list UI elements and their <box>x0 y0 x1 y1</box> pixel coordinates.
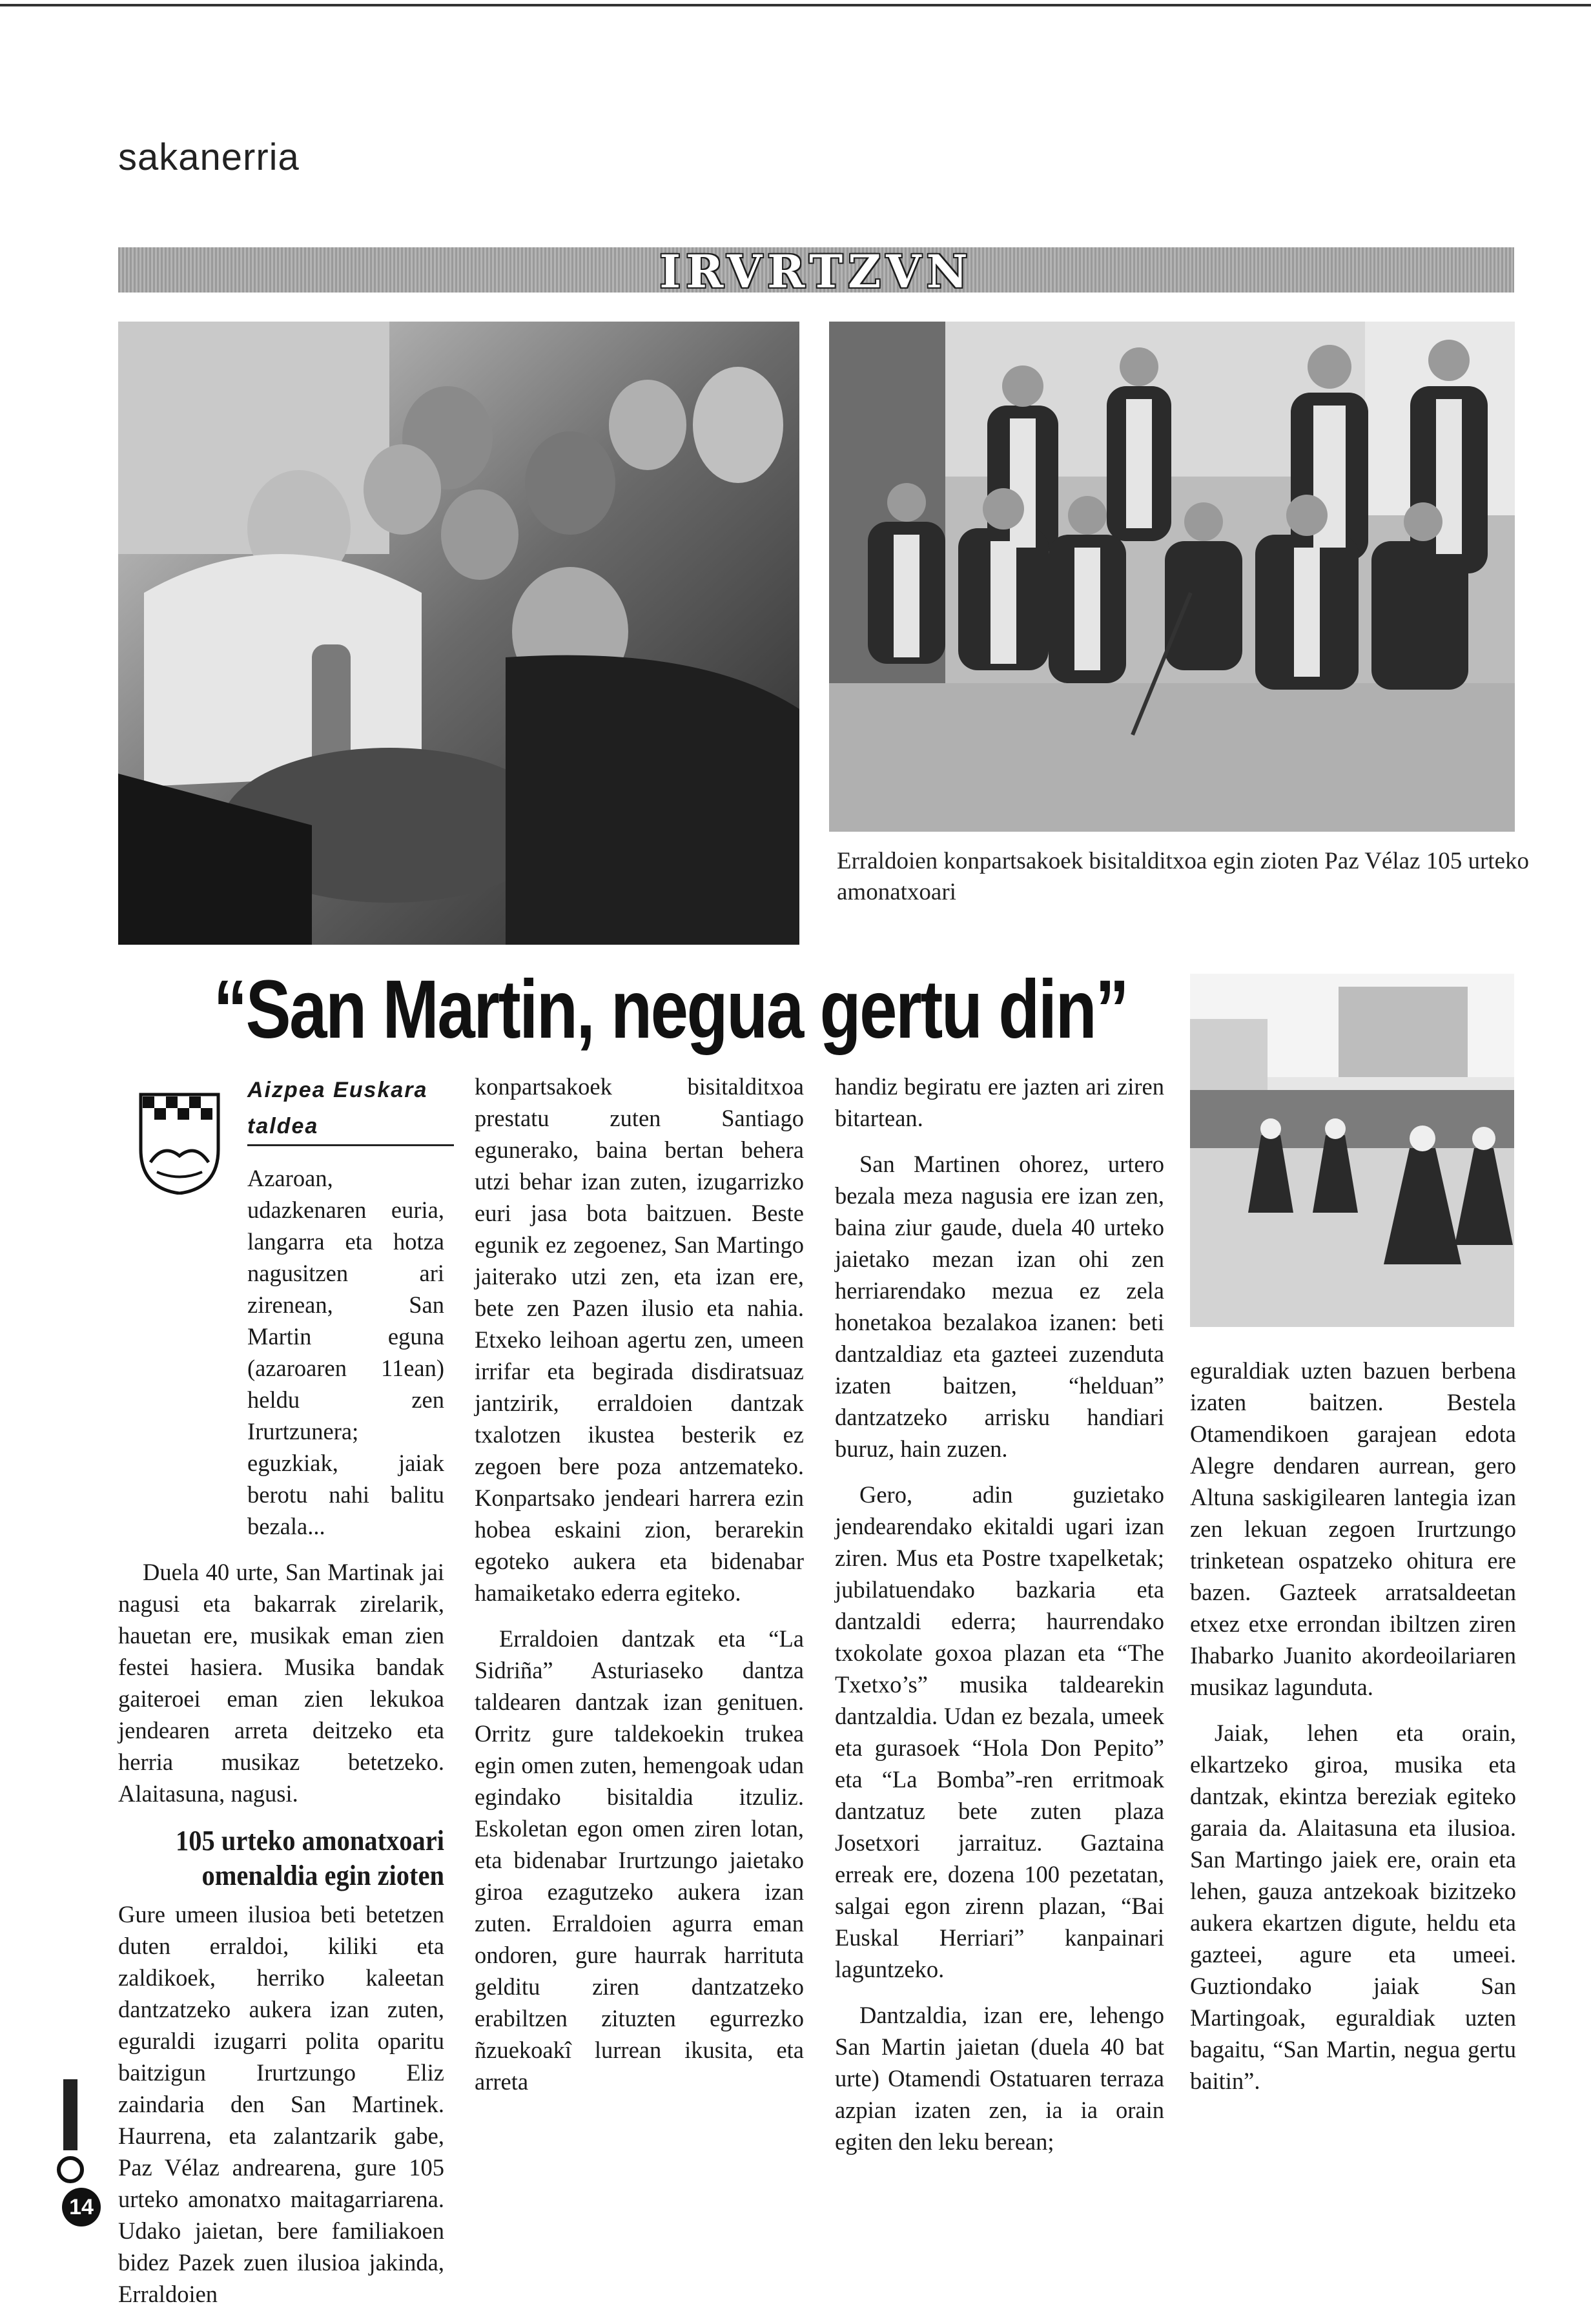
article-column-4 <box>1190 1355 1516 2111</box>
section-label: sakanerria <box>118 136 300 178</box>
article-column-3 <box>835 1071 1164 2172</box>
top-rule <box>0 4 1591 6</box>
col3-paragraph-1: handiz begiratu ere jazten ari ziren bitartean. <box>835 1073 1164 1131</box>
col2-paragraph-1: konpartsakoek bisitalditxoa prestatu zuten Santiago egunerako, baina bertan behera utzi behar izan zuten, izugarrizko euri jasa bota baitzuen. Beste egunik ez zegoenez, San Martingo jaiterako utzi zen, eta izan ere, bete zen Pazen ilusio eta nahia. Etxeko leihoan agertu zen, umeen irrifar eta begirada disdiratsuaz jantzirik, erraldoien dantzak txalotzen ikustea besterik ez zegoen bere poza antzemateko. Konpartsako jendeari harrera ezin hobea eskaini zion, berarekin egoteko aukera eta bidenabar hamaiketako ederra egiteko. <box>475 1073 804 1606</box>
col1-paragraph-3: Gure umeen ilusioa beti betetzen duten erraldoi, kiliki eta zaldikoek, herriko kaleetan dantzatzeko aukera izan zuten, eguraldi izugarri polita oparitu baitzigun Irurtzungo Eliz zaindaria den San Martinek. Haurrena, eta zalantzarik gabe, Paz Vélaz andrearena, gure 105 urteko amonatxo maitagarriarena. Udako jaietan, bere familiakoen bidez Pazek zuen ilusioa jakinda, Erraldoien <box>118 1901 444 2307</box>
page-number: 14 <box>62 2188 101 2226</box>
author-name: Aizpea Euskara <box>247 1078 428 1102</box>
col3-paragraph-2: San Martinen ohorez, urtero bezala meza nagusia ere izan zen, baina ziur gaude, duela 40 urteko jaietako mezan izan ohi zen herriarendako mezua ez zela honetakoa bezalakoa izanen: beti dantzaldiaz eta gazteei zuzenduta izaten baitzen, “helduan” dantzatzeko arrisku handiari buruz, hain zuzen. <box>835 1151 1164 1462</box>
col2-paragraph-2: Erraldoien dantzak eta “La Sidriña” Asturiaseko dantza taldearen dantzak izan genituen. Orritz gure taldekoekin trukea egin omen zuten, hemengoak udan egindako bisitaldia itzuliz. Eskoletan egon omen ziren lotan, eta bidenabar Irurtzungo jaietako giroa ezagutzeko aukera izan zuten. Erraldoien agurra eman ondoren, gure haurrak harrituta gelditu ziren dantzatzeko erabiltzen zituzten egurrezko ñzuekoakî lurrean ikusita, eta arreta <box>475 1625 804 2095</box>
col3-paragraph-3: Gero, adin guzietako jendearendako ekitaldi ugari izan ziren. Mus eta Postre txapelketak; jubilatuendako bazkaria eta dantzaldi ederra; haurrendako txokolate goxoa plazan eta “The Txetxo’s” musika taldearekin dantzaldia. Udan ez bezala, umeek eta gurasoek “Hola Don Pepito” eta “La Bomba”-ren erritmoak dantzatuz bete zuten plaza Josetxori jarraituz. Gaztaina erreak ere, dozena 100 pezetatan, salgai egon zirenn plazan, “Bai Euskal Herriari” kanpainari laguntzeko. <box>835 1481 1164 1982</box>
author-group: taldea <box>247 1108 454 1146</box>
article-column-1 <box>118 1162 444 2324</box>
banner-title: IRVRTZVN <box>659 245 973 298</box>
col4-paragraph-2: Jaiak, lehen eta orain, elkartzeko giroa, musika eta dantzak, ekintza bereziak egiteko garaia da. Alaitasuna eta ilusioa. San Martingo jaiek ere, orain eta lehen, gauza antzekoak bizitzeko aukera ekartzen digute, heldu eta gazteei, agure eta umeei. Guztiondako jaiak San Martingoak, eguraldiak uzten bagaitu, “San Martin, negua gertu baitin”. <box>1190 1720 1516 2094</box>
photo-troupe-group <box>829 322 1515 832</box>
col4-paragraph-1: eguraldiak uzten bazuen berbena izaten baitzen. Bestela Otamendikoen garajean edota Alegre dendaren aurrean, gero Altuna saskigilearen lantegia izan zen lekuan zegoen Irurtzungo trinketean ospatzeko ohitura ere bazen. Gazteek arratsaldeetan etxez etxe errondan ibiltzen ziren Ihabarko Juanito akordeoilariaren musikaz lagunduta. <box>1190 1357 1516 1700</box>
article-subheading: 105 urteko amonatxoari omenaldia egin zioten <box>175 1825 444 1891</box>
magazine-logo <box>52 2079 90 2186</box>
col1-paragraph-1: Azaroan, udazkenaren euria, langarra eta hotza nagusitzen ari zirenean, San Martin eguna (azaroaren 11ean) heldu zen Irurtzunera; eguzkiak, jaiak berotu nahi balitu bezala... <box>247 1165 444 1539</box>
col1-paragraph-2: Duela 40 urte, San Martinak jai nagusi eta bakarrak zirelarik, hauetan ere, musikak eman zien festei hasiera. Musika bandak gaiteroei eman zien lekukoa jendearen arreta deitzeko eta herria musikaz betetzeko. Alaitasuna, nagusi. <box>118 1559 444 1807</box>
photo-dancers-square <box>1190 974 1514 1327</box>
col3-paragraph-4: Dantzaldia, izan ere, lehengo San Martin jaietan (duela 40 bat urte) Otamendi Ostatuaren terraza azpian izaten zen, ia ia orain egiten den leku berean; <box>835 2002 1164 2155</box>
photo-potter-children <box>118 322 799 945</box>
article-column-2 <box>475 1071 804 2112</box>
article-headline: “San Martin, negua gertu din” <box>213 963 1128 1056</box>
location-banner <box>118 245 1514 298</box>
photo-caption: Erraldoien konpartsakoek bisitalditxoa egin zioten Paz Vélaz 105 urteko amonatxoari <box>837 848 1529 905</box>
